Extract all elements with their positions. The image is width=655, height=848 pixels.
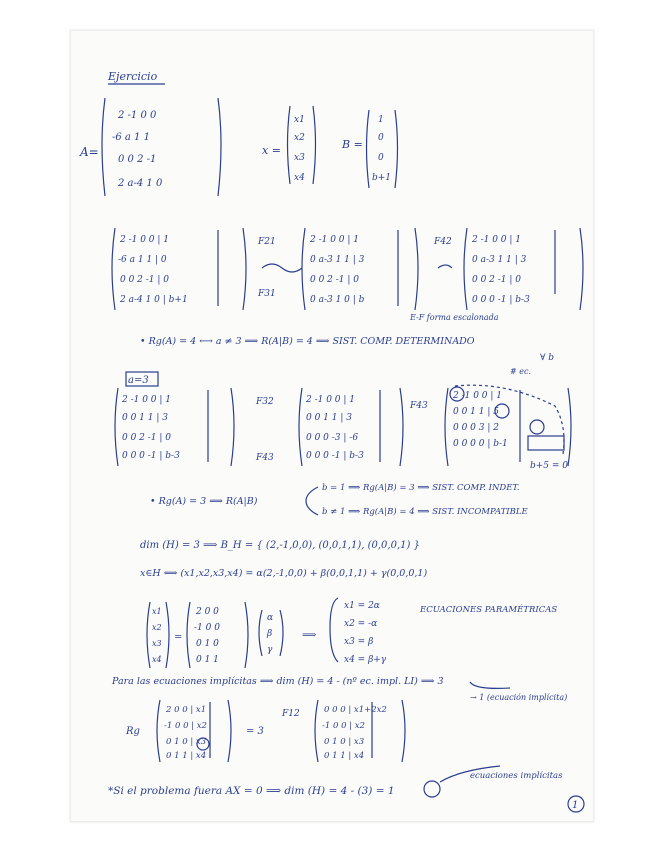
svg-text:2 -1 0 0 | 1: 2 -1 0 0 | 1 <box>120 235 170 245</box>
svg-text:-6 a 1 1 | 0: -6 a 1 1 | 0 <box>118 255 167 265</box>
svg-text:2 -1 0 0 | 1: 2 -1 0 0 | 1 <box>122 395 172 405</box>
vector-x-label: x = <box>262 144 281 157</box>
implicit-equations-line: Para las ecuaciones implícitas ⟹ dim (H) = 4 - (nº ec. impl. LI) ⟹ 3 <box>112 676 444 687</box>
svg-text:0 0 2 -1: 0 0 2 -1 <box>118 154 157 165</box>
svg-text:α: α <box>267 613 274 623</box>
svg-text:1: 1 <box>378 115 384 125</box>
parametric-title: ECUACIONES PARAMÉTRICAS <box>420 605 558 615</box>
rank-condition: • Rg(A) = 4 ⟷ a ≠ 3 ⟹ R(A|B) = 4 ⟹ SIST. COMP. DETERMINADO <box>140 336 475 347</box>
case-a-equals-3: a=3 <box>128 375 149 386</box>
svg-text:x4: x4 <box>294 173 305 183</box>
row-op-f43: F43 <box>256 453 274 463</box>
svg-text:x3 = β: x3 = β <box>344 637 374 647</box>
svg-text:2 0 0: 2 0 0 <box>196 607 219 617</box>
svg-text:0 0 2 -1 | 0: 0 0 2 -1 | 0 <box>472 275 522 285</box>
for-all-b: ∀ b <box>540 353 555 363</box>
svg-text:0 1 1 | x4: 0 1 1 | x4 <box>166 751 207 761</box>
svg-text:x1 = 2α: x1 = 2α <box>344 601 380 611</box>
svg-text:2 -1 0 0 | 1: 2 -1 0 0 | 1 <box>306 395 356 405</box>
matrix-a-label: A= <box>80 145 99 159</box>
svg-text:γ: γ <box>267 645 273 655</box>
case-b-not-1: b ≠ 1 ⟹ Rg(A|B) = 4 ⟹ SIST. INCOMPATIBLE <box>322 507 528 517</box>
row-op-f43-b: F43 <box>410 401 428 411</box>
final-homogeneous-note: *Si el problema fuera AX = 0 ⟹ dim (H) = 4 - (3) = 1 <box>108 785 395 797</box>
svg-text:2 -1 0 0: 2 -1 0 0 <box>118 110 157 121</box>
svg-text:-6 a 1 1: -6 a 1 1 <box>112 132 150 143</box>
svg-text:b+1: b+1 <box>372 173 392 183</box>
svg-text:0 0 2 -1 | 0: 0 0 2 -1 | 0 <box>120 275 170 285</box>
svg-text:0 0 1 1 | 5: 0 0 1 1 | 5 <box>453 407 499 417</box>
final-side-note: ecuaciones implícitas <box>470 771 563 781</box>
exercise-title: Ejercicio <box>108 70 158 83</box>
rank-label: Rg <box>126 726 140 737</box>
svg-text:0 a-3 1 1 | 3: 0 a-3 1 1 | 3 <box>472 255 527 265</box>
svg-text:2 -1 0 0 | 1: 2 -1 0 0 | 1 <box>472 235 522 245</box>
svg-text:0 1 0 | x3: 0 1 0 | x3 <box>324 737 365 747</box>
svg-text:0 0 0 -1 | b-3: 0 0 0 -1 | b-3 <box>306 451 364 461</box>
svg-text:0 0 1 1 | 3: 0 0 1 1 | 3 <box>306 413 352 423</box>
svg-text:2 -1 0 0 | 1: 2 -1 0 0 | 1 <box>310 235 360 245</box>
svg-text:0 0 0 -1 | b-3: 0 0 0 -1 | b-3 <box>122 451 180 461</box>
svg-text:0 1 1: 0 1 1 <box>196 655 219 665</box>
row-op-f42: F42 <box>434 237 452 247</box>
svg-text:0 0 2 -1 | 0: 0 0 2 -1 | 0 <box>122 433 172 443</box>
rank-a-3: • Rg(A) = 3 ⟹ R(A|B) <box>150 496 258 507</box>
svg-text:-1 0 0: -1 0 0 <box>194 623 220 633</box>
case-b-equals-1: b = 1 ⟹ Rg(A|B) = 3 ⟹ SIST. COMP. INDET. <box>322 483 520 493</box>
svg-text:-1 0 0 | x2: -1 0 0 | x2 <box>322 721 365 731</box>
dimension-basis: dim (H) = 3 ⟹ B_H = { (2,-1,0,0), (0,0,1,1), (0,0,0,1) } <box>140 540 420 551</box>
svg-text:x4: x4 <box>152 655 162 664</box>
svg-text:-1 0 0 | x2: -1 0 0 | x2 <box>164 721 207 731</box>
svg-text:x3: x3 <box>294 153 305 163</box>
row-op-f12: F12 <box>282 709 300 719</box>
svg-text:x2: x2 <box>294 133 305 143</box>
vector-b-label: B = <box>342 138 363 151</box>
page-number: 1 <box>572 800 579 811</box>
echelon-note: E-F forma escalonada <box>410 313 499 322</box>
svg-text:x1: x1 <box>294 115 305 125</box>
svg-text:x2 = -α: x2 = -α <box>344 619 378 629</box>
svg-text:x3: x3 <box>152 639 162 648</box>
b-condition-note: b+5 = 0 <box>530 461 569 471</box>
svg-text:0 a-3 1 1 | 3: 0 a-3 1 1 | 3 <box>310 255 365 265</box>
svg-text:0 1 1 | x4: 0 1 1 | x4 <box>324 751 365 761</box>
svg-text:0: 0 <box>378 133 384 143</box>
row-op-f21: F21 <box>258 237 276 247</box>
svg-text:2 0 0 | x1: 2 0 0 | x1 <box>166 705 207 715</box>
svg-text:0 0 2 -1 | 0: 0 0 2 -1 | 0 <box>310 275 360 285</box>
svg-text:x2: x2 <box>152 623 162 632</box>
implicit-equals: = 3 <box>246 726 264 737</box>
svg-text:0: 0 <box>378 153 384 163</box>
svg-text:2 a-4 1 0: 2 a-4 1 0 <box>118 178 163 189</box>
svg-text:0 0 1 1 | 3: 0 0 1 1 | 3 <box>122 413 168 423</box>
svg-text:β: β <box>267 629 273 639</box>
svg-text:0 1 0 | x3: 0 1 0 | x3 <box>166 737 207 747</box>
row-op-f31: F31 <box>258 289 276 299</box>
svg-text:2 a-4 1 0 | b+1: 2 a-4 1 0 | b+1 <box>120 295 188 305</box>
svg-text:0 a-3 1 0 | b: 0 a-3 1 0 | b <box>310 295 365 305</box>
svg-text:x1: x1 <box>152 607 162 616</box>
row-op-f32: F32 <box>256 397 274 407</box>
svg-text:x4 = β+γ: x4 = β+γ <box>344 655 387 665</box>
implicit-note: → 1 (ecuación implícita) <box>470 693 568 702</box>
svg-text:0 1 0: 0 1 0 <box>196 639 219 649</box>
subspace-membership: x∈H ⟺ (x1,x2,x3,x4) = α(2,-1,0,0) + β(0,0,1,1) + γ(0,0,0,1) <box>140 568 428 579</box>
svg-text:0 0 0 -1 | b-3: 0 0 0 -1 | b-3 <box>472 295 530 305</box>
svg-text:0 0 0 | x1+2x2: 0 0 0 | x1+2x2 <box>324 705 387 715</box>
svg-text:0 0 0 -3 | -6: 0 0 0 -3 | -6 <box>306 433 359 443</box>
svg-text:⟹: ⟹ <box>302 630 317 641</box>
svg-text:2 -1 0 0 | 1: 2 -1 0 0 | 1 <box>453 391 503 401</box>
svg-text:0 0 0 3 | 2: 0 0 0 3 | 2 <box>453 423 499 433</box>
svg-text:=: = <box>174 632 183 643</box>
svg-text:0 0 0 0 | b-1: 0 0 0 0 | b-1 <box>453 439 508 449</box>
ec-note: # ec. <box>510 367 532 376</box>
